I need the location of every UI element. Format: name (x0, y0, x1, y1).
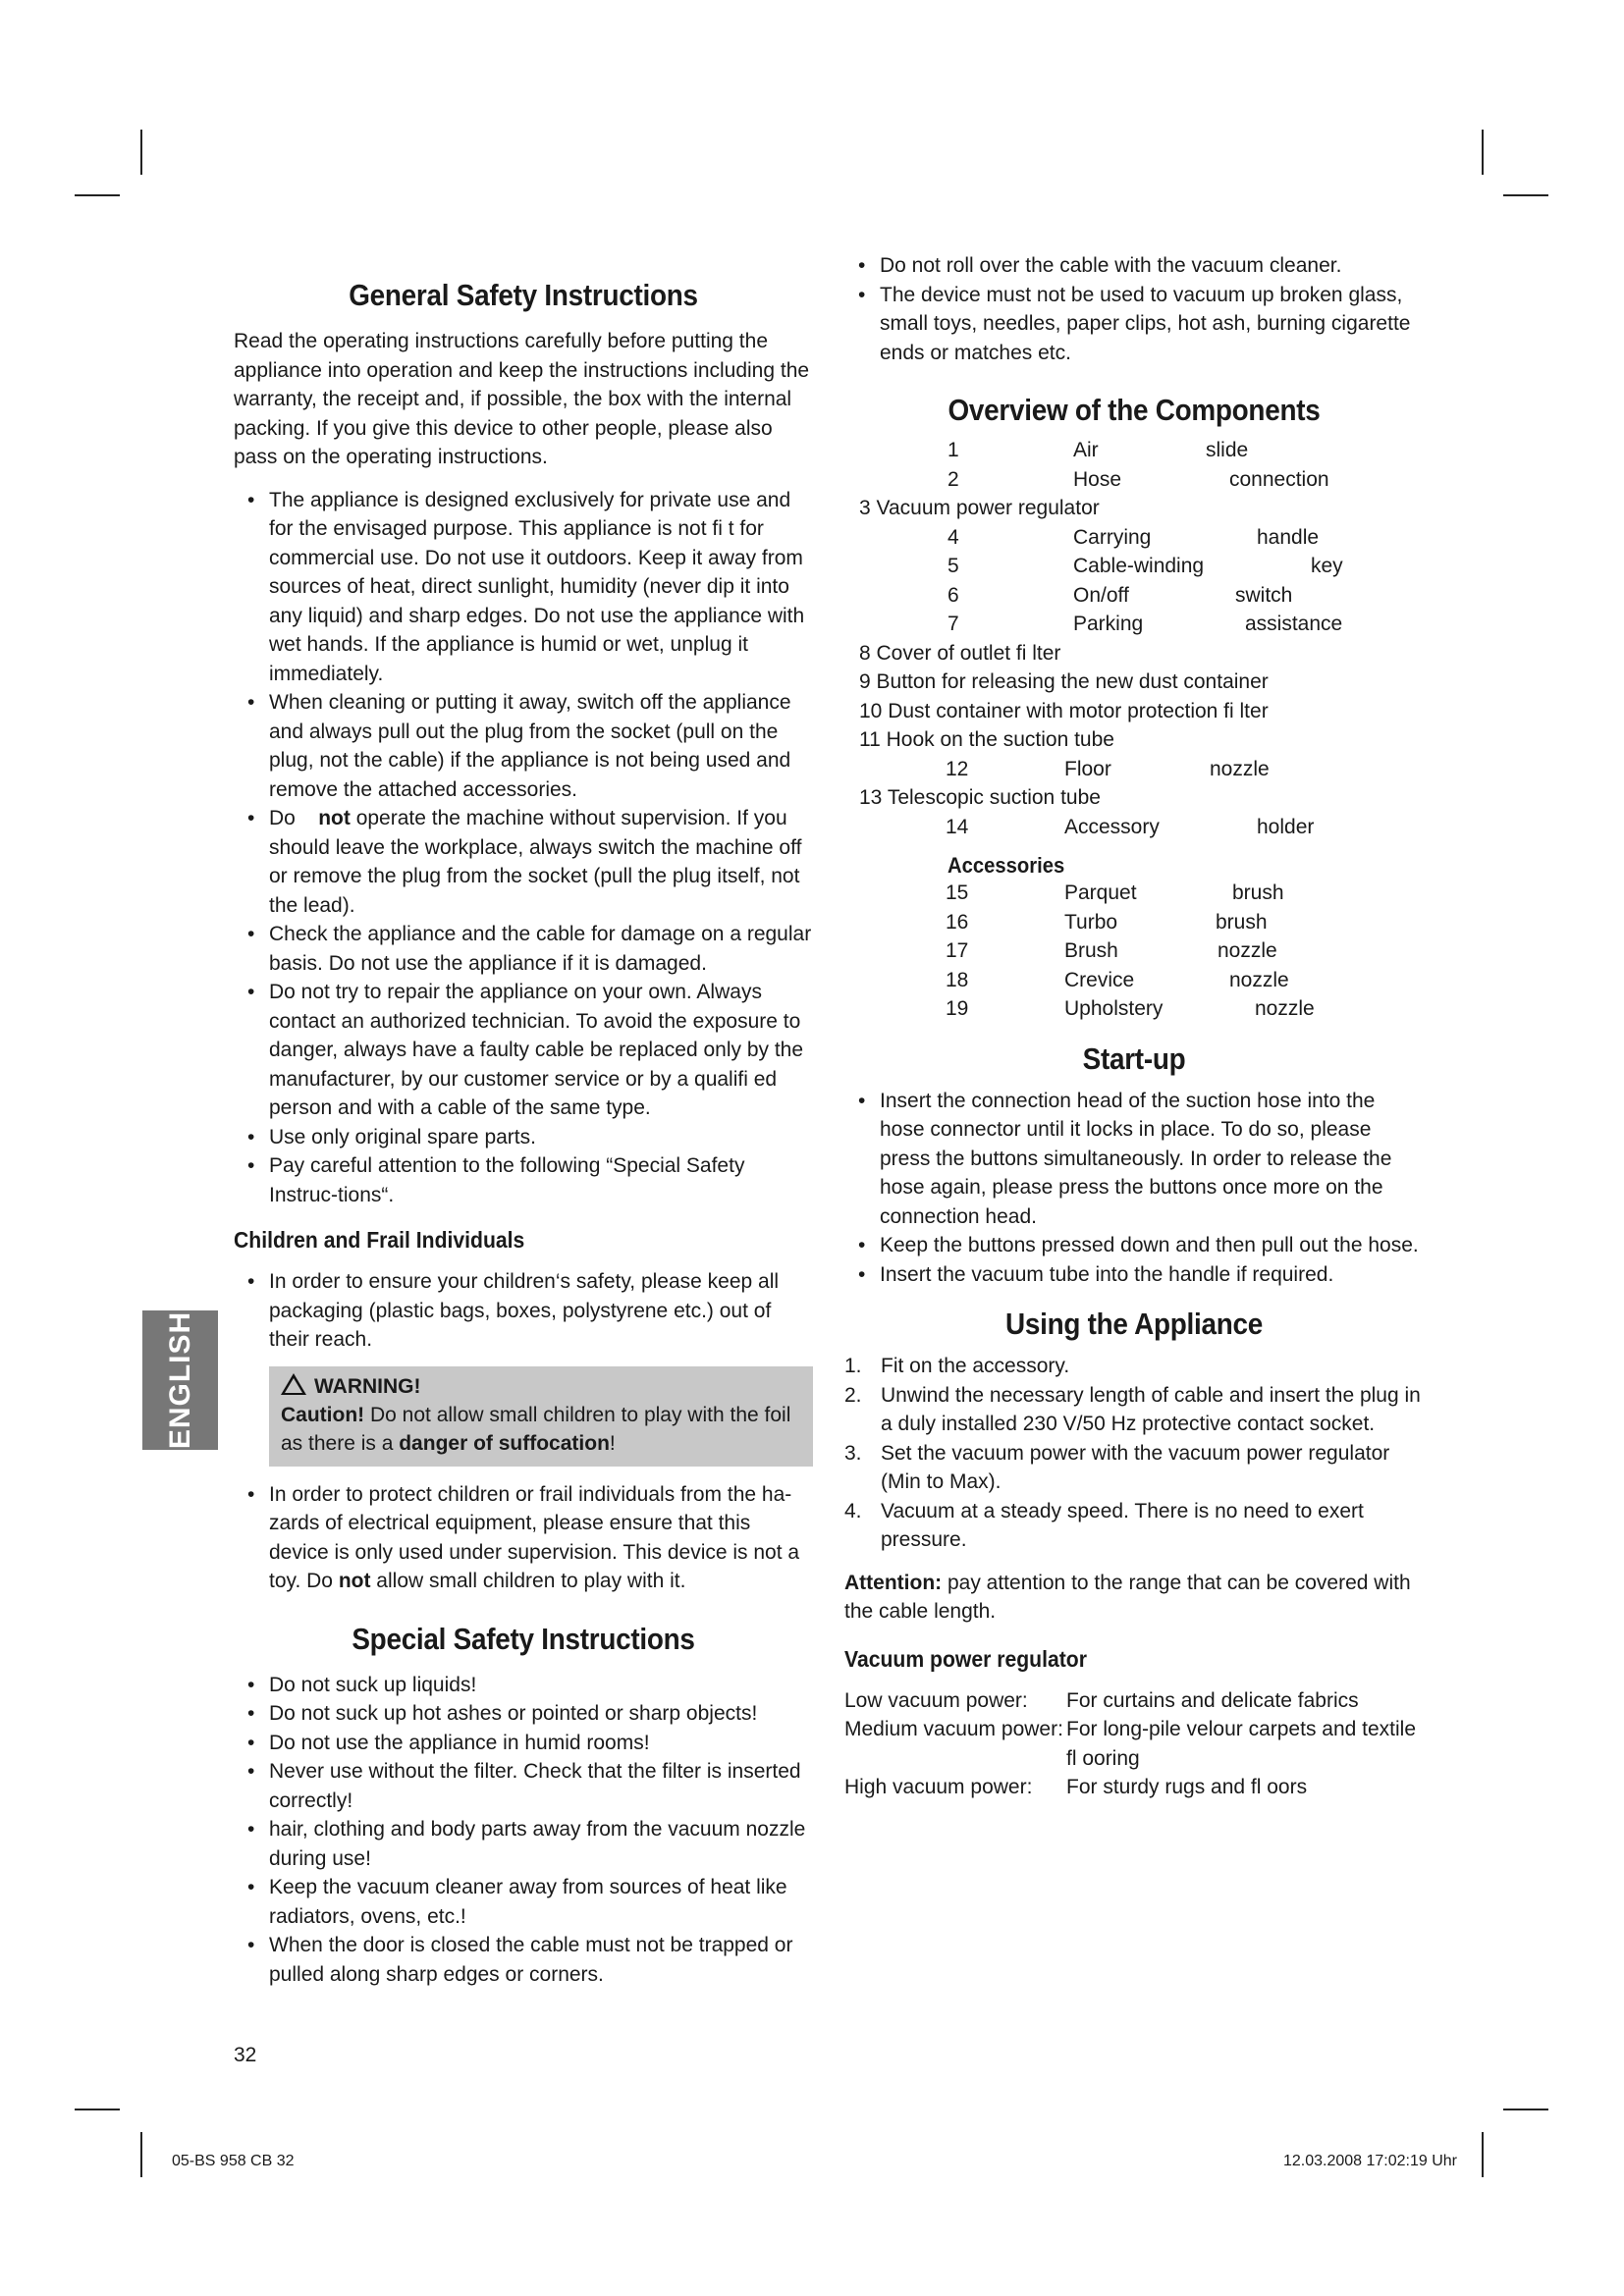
component-name-part: nozzle (1255, 997, 1315, 1020)
component-row (844, 465, 1424, 495)
component-text: 13 Telescopic suction tube (859, 786, 1101, 809)
page-number: 32 (234, 2044, 257, 2066)
footer-right: 12.03.2008 17:02:19 Uhr (1282, 2153, 1457, 2169)
component-name: Air (1073, 439, 1099, 461)
component-row (844, 994, 1424, 1024)
step-item (844, 1439, 1424, 1497)
component-row (844, 966, 1424, 995)
warning-box (269, 1366, 813, 1467)
warning-text (281, 1401, 801, 1459)
component-name-part: brush (1232, 881, 1284, 904)
language-tab-label: ENGLISH (163, 1310, 196, 1450)
crop-mark (140, 130, 142, 175)
list-item: • Check the appliance and the cable for damage on a regular basis. Do not use the appliance if it is damaged. (234, 920, 813, 978)
component-number: 6 (947, 583, 959, 607)
component-row (844, 639, 1424, 668)
component-row (844, 552, 1424, 581)
warning-title: WARNING! (314, 1374, 421, 1398)
cable-bullets (844, 251, 1424, 367)
component-number: 2 (947, 467, 959, 491)
crop-mark (1503, 2109, 1548, 2110)
operate-word: operate (355, 807, 426, 829)
component-name-part: handle (1257, 525, 1320, 549)
component-name-part: nozzle (1229, 968, 1289, 991)
step-text: Set the vacuum power with the vacuum power regulator (Min to Max). (881, 1441, 1390, 1493)
component-name: Brush (1064, 939, 1118, 962)
children-bullets (234, 1267, 813, 1355)
step-item (844, 1381, 1424, 1439)
step-number: 4. (844, 1499, 862, 1522)
list-item: • Keep the vacuum cleaner away from sources of heat like radiators, ovens, etc.! (234, 1873, 813, 1931)
list-item: • When the door is closed the cable must not be trapped or pulled along sharp edges or corners. (234, 1931, 813, 1989)
component-text: 11 Hook on the suction tube (859, 728, 1114, 751)
not-word: not (318, 807, 351, 829)
caution-label: Caution! (281, 1403, 365, 1426)
component-number: 4 (947, 525, 959, 549)
component-name: Upholstery (1064, 997, 1164, 1020)
accessories-title: Accessories (947, 853, 1065, 878)
vacuum-power-use: For sturdy rugs and fl oors (1066, 1776, 1308, 1798)
component-row (844, 936, 1424, 966)
crop-mark (1482, 2132, 1484, 2177)
crop-mark (75, 2109, 120, 2110)
component-name: Parking (1073, 613, 1144, 635)
component-name: Crevice (1064, 968, 1135, 991)
component-name: Carrying (1073, 525, 1152, 549)
special-bullets (234, 1671, 813, 1990)
component-text: 10 Dust container with motor protection fi lter (859, 699, 1269, 722)
step-item (844, 1352, 1424, 1381)
step-number: 3. (844, 1441, 862, 1465)
components-list (844, 436, 1424, 841)
component-name-part: brush (1216, 910, 1268, 934)
using-steps (844, 1352, 1424, 1555)
component-row (844, 581, 1424, 611)
using-title: Using the Appliance (1004, 1307, 1264, 1341)
component-number: 15 (946, 881, 969, 904)
list-item: • Do not roll over the cable with the vacuum cleaner. (844, 251, 1424, 281)
attention-text: pay attention to the range that can be covered with the cable length. (844, 1571, 1411, 1623)
component-text: 3 Vacuum power regulator (859, 497, 1100, 519)
component-row (844, 667, 1424, 697)
step-text: Unwind the necessary length of cable and insert the plug in a duly installed 230 V/50 Hz protective contact socket. (881, 1383, 1421, 1435)
list-item: • hair, clothing and body parts away from the vacuum nozzle during use! (234, 1815, 813, 1873)
startup-bullets (844, 1087, 1424, 1290)
startup-title: Start-up (1082, 1041, 1186, 1076)
component-number: 1 (947, 439, 959, 461)
list-item: • The device must not be used to vacuum up broken glass, small toys, needles, paper clips, hot ash, burning cigarette ends or matches etc. (844, 281, 1424, 368)
attention-label: Attention: (844, 1571, 943, 1594)
general-bullets (234, 486, 813, 1210)
component-number: 16 (946, 910, 969, 934)
accessories-list (844, 879, 1424, 1024)
left-column (234, 278, 813, 2006)
bullet-text: the machine without supervision. If you should leave the workplace, always switch the machine off or remove the plug from the socket (pull the plug itself, not the lead). (269, 807, 802, 917)
list-item: • Pay careful attention to the following “Special Safety Instruc-tions“. (234, 1151, 813, 1209)
component-row (844, 879, 1424, 908)
bullet-text: In order to protect children or frail individuals from the ha-zards of electrical equipment, please ensure that this device is only used under supervision. This device is not a toy. Do (269, 1482, 800, 1592)
component-name: Accessory (1064, 815, 1160, 838)
component-name: Hose (1073, 467, 1122, 491)
language-tab (142, 1310, 218, 1450)
component-name-part: switch (1235, 583, 1293, 607)
do-word: Do (269, 807, 296, 829)
component-row (844, 494, 1424, 523)
step-item (844, 1497, 1424, 1555)
component-row (844, 610, 1424, 639)
step-number: 1. (844, 1355, 862, 1377)
list-item: • Do not use the appliance in humid rooms! (234, 1729, 813, 1758)
component-name-part: assistance (1245, 613, 1343, 635)
component-name: Turbo (1064, 910, 1118, 934)
special-safety-title: Special Safety Instructions (352, 1621, 695, 1656)
crop-mark (1503, 194, 1548, 196)
component-row (844, 697, 1424, 726)
vacuum-power-row (844, 1715, 1424, 1744)
component-number: 17 (946, 939, 969, 962)
crop-mark (1482, 130, 1484, 175)
component-row (844, 908, 1424, 937)
list-item: • Keep the buttons pressed down and then pull out the hose. (844, 1231, 1424, 1260)
children-bullets-2 (234, 1480, 813, 1596)
component-name-part: nozzle (1218, 939, 1277, 962)
vacuum-power-row (844, 1773, 1424, 1802)
list-item: • Do not try to repair the appliance on your own. Always contact an authorized technician. To avoid the exposure to danger, always have a faulty cable be replaced only by the manufacturer, by our customer service or by a qualifi ed person and with a cable of the same type. (234, 978, 813, 1123)
component-name-part: slide (1206, 439, 1249, 461)
list-item: • Use only original spare parts. (234, 1123, 813, 1152)
component-text: 8 Cover of outlet fi lter (859, 641, 1061, 665)
component-name: Floor (1064, 757, 1111, 780)
component-number: 5 (947, 555, 959, 577)
overview-title: Overview of the Components (947, 393, 1321, 427)
component-name: Parquet (1064, 881, 1137, 904)
step-text: Fit on the accessory. (881, 1355, 1070, 1377)
list-item: • The appliance is designed exclusively for private use and for the envisaged purpose. This appliance is not fi t for commercial use. Do not use it outdoors. Keep it away from sources of heat, direct sunlight, humidity (never dip it into any liquid) and sharp edges. Do not use the appliance with wet hands. If the appliance is humid or wet, unplug it immediately. (234, 486, 813, 689)
bullet-text: allow small children to play with it. (370, 1570, 686, 1592)
component-row (844, 755, 1424, 784)
list-item (234, 1480, 813, 1596)
not-word: not (338, 1570, 371, 1592)
vacuum-power-row (844, 1744, 1424, 1774)
component-row (844, 725, 1424, 755)
general-intro: Read the operating instructions carefully before putting the appliance into operation and keep the instructions including the warranty, the receipt and, if possible, the box with the internal packing. If you give this device to other people, please also pass on the operating instructions. (234, 330, 810, 468)
list-item (234, 804, 813, 920)
attention-note (844, 1569, 1424, 1627)
warning-heading (281, 1372, 801, 1401)
component-row (844, 783, 1424, 813)
component-name-part: key (1311, 555, 1343, 577)
component-name-part: nozzle (1210, 757, 1270, 780)
list-item: • Never use without the filter. Check that the filter is inserted correctly! (234, 1757, 813, 1815)
list-item: • Do not suck up liquids! (234, 1671, 813, 1700)
general-safety-title: General Safety Instructions (349, 278, 698, 312)
component-number: 19 (946, 997, 969, 1020)
vacuum-regulator-title: Vacuum power regulator (844, 1645, 1087, 1672)
list-item: • Do not suck up hot ashes or pointed or sharp objects! (234, 1699, 813, 1729)
vacuum-power-use: For curtains and delicate fabrics (1066, 1688, 1359, 1712)
component-number: 14 (946, 815, 969, 838)
vacuum-power-use: For long-pile velour carpets and textile (1066, 1718, 1417, 1740)
vacuum-power-table (844, 1686, 1424, 1802)
warning-body: Do not allow small children to play with the foil as there is a (281, 1403, 791, 1455)
component-name-part: holder (1257, 815, 1315, 838)
component-name: Cable-winding (1073, 555, 1205, 577)
list-item: • Insert the connection head of the suction hose into the hose connector until it locks in place. To do so, please press the buttons simultaneously. In order to release the hose again, please press the buttons once more on the connection head. (844, 1087, 1424, 1232)
component-name: On/off (1073, 583, 1129, 607)
list-item: • Insert the vacuum tube into the handle if required. (844, 1260, 1424, 1290)
warning-icon (281, 1373, 306, 1395)
vacuum-power-level: Low vacuum power: (844, 1688, 1028, 1712)
vacuum-power-level: Medium vacuum power: (844, 1718, 1063, 1740)
children-title: Children and Frail Individuals (234, 1227, 525, 1253)
step-number: 2. (844, 1383, 862, 1407)
right-column (844, 251, 1424, 1802)
vacuum-power-level: High vacuum power: (844, 1776, 1033, 1798)
danger-label: danger of suffocation (399, 1432, 610, 1455)
vacuum-power-use: fl ooring (1066, 1746, 1140, 1770)
component-number: 18 (946, 968, 969, 991)
footer-left: 05-BS 958 CB 32 (172, 2153, 295, 2169)
component-row (844, 436, 1424, 465)
step-text: Vacuum at a steady speed. There is no need to exert pressure. (881, 1499, 1364, 1551)
list-item: • In order to ensure your children‘s safety, please keep all packaging (plastic bags, boxes, polystyrene etc.) out of their reach. (234, 1267, 813, 1355)
warning-end: ! (609, 1432, 616, 1455)
component-name-part: connection (1229, 467, 1329, 491)
component-number: 12 (946, 757, 969, 780)
component-number: 7 (947, 613, 959, 635)
component-text: 9 Button for releasing the new dust container (859, 670, 1269, 693)
list-item: • When cleaning or putting it away, switch off the appliance and always pull out the plug from the socket (pull on the plug, not the cable) if the appliance is not being used and remove the attached accessories. (234, 688, 813, 804)
vacuum-power-row (844, 1686, 1424, 1716)
component-row (844, 813, 1424, 842)
component-row (844, 523, 1424, 553)
crop-mark (75, 194, 120, 196)
crop-mark (140, 2132, 142, 2177)
